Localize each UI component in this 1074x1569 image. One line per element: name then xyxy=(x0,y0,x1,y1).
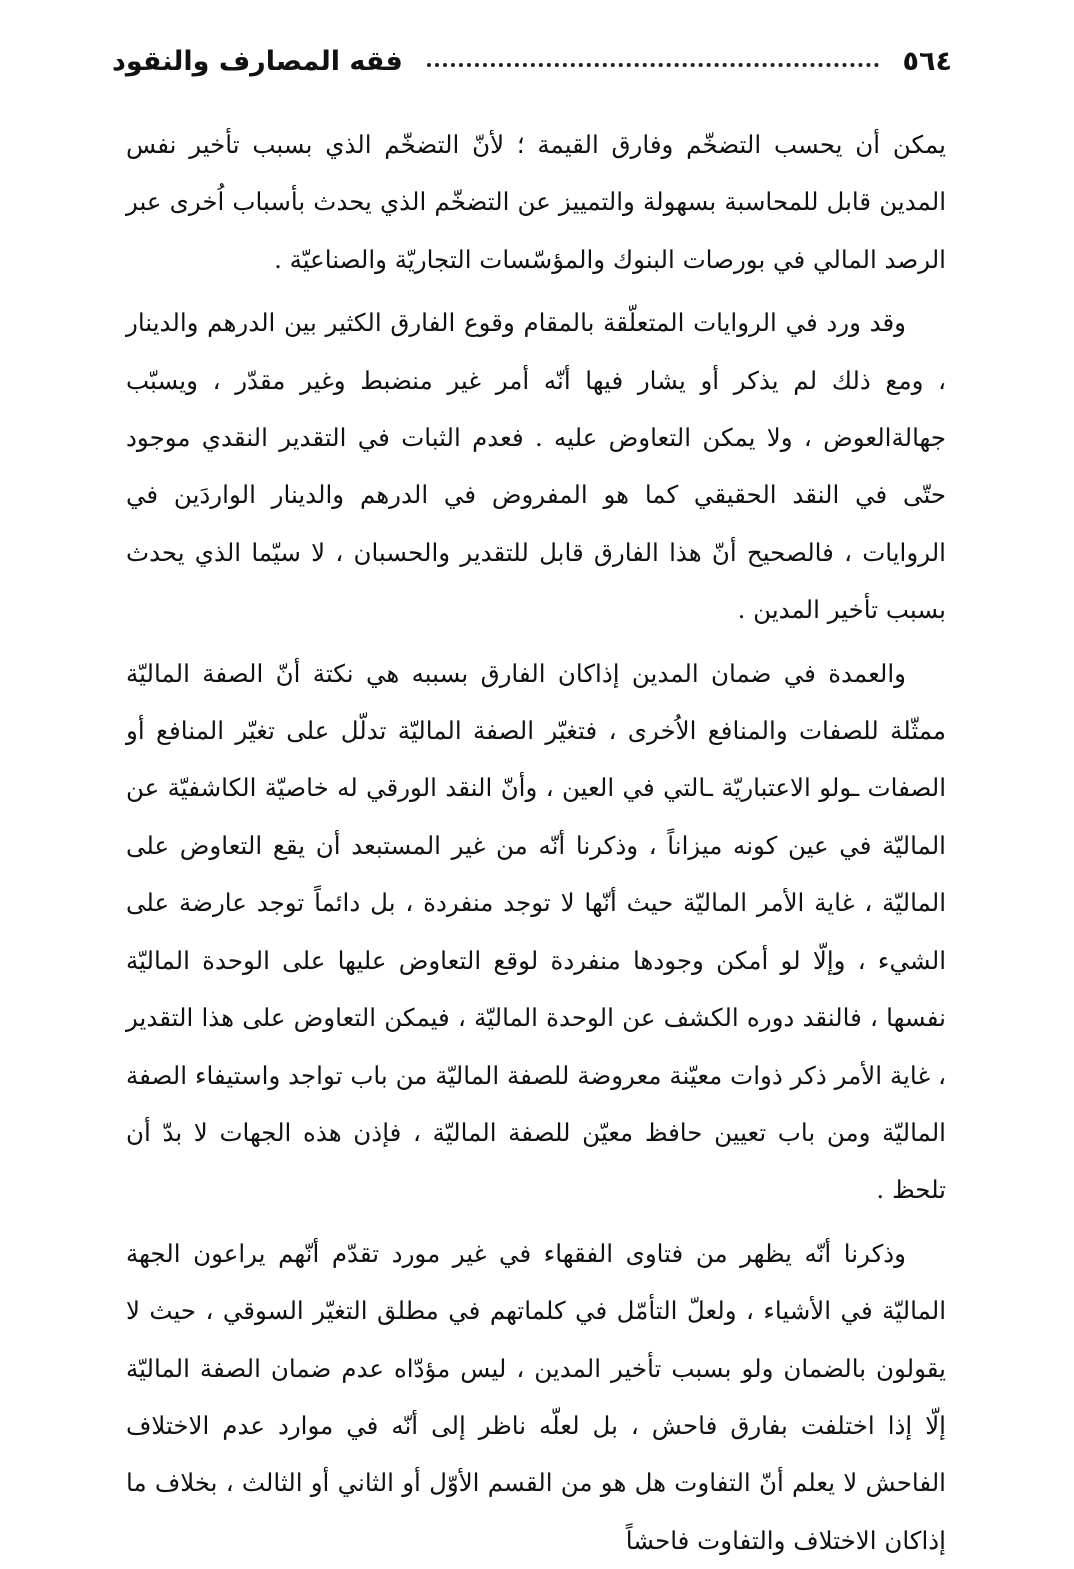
page-body xyxy=(126,116,946,1569)
paragraph-4: وذكرنا أنّه يظهر من فتاوى الفقهاء في غير مورد تقدّم أنّهم يراعون الجهة الماليّة في الأشياء ، ولعلّ التأمّل في كلماتهم في مطلق التغيّر السوقي ، حيث لا يقولون بالضمان ولو بسبب تأخير المدين ، ليس مؤدّاه عدم ضمان الصفة الماليّة إلّا إذا اختلفت بفارق فاحش ، بل لعلّه ناظر إلى أنّه في موارد عدم الاختلاف الفاحش لا يعلم أنّ التفاوت هل هو من القسم الأوّل أو الثاني أو الثالث ، بخلاف ما إذاكان الاختلاف والتفاوت فاحشاً xyxy=(126,1238,946,1555)
paragraph-3: والعمدة في ضمان المدين إذاكان الفارق بسببه هي نكتة أنّ الصفة الماليّة ممثّلة للصفات والمنافع الاُخرى ، فتغيّر الصفة الماليّة تدلّل على تغيّر المنافع أو الصفات ـولو الاعتباريّة ـالتي في العين ، وأنّ النقد الورقي له خاصيّة الكاشفيّة عن الماليّة في عين كونه ميزاناً ، وذكرنا أنّه من غير المستبعد أن يقع التعاوض على الماليّة ، غاية الأمر الماليّة حيث أنّها لا توجد منفردة ، بل دائماً توجد عارضة على الشيء ، وإلّا لو أمكن وجودها منفردة لوقع التعاوض عليها على الوحدة الماليّة نفسها ، فالنقد دوره الكشف عن الوحدة الماليّة ، فيمكن التعاوض على هذا التقدير ، غاية الأمر ذكر ذوات معيّنة معروضة للصفة الماليّة من باب تواجد واستيفاء الصفة الماليّة ومن باب تعيين حافظ معيّن للصفة الماليّة ، فإذن هذه الجهات لا بدّ أن تلحظ . xyxy=(126,658,946,1205)
page-number: ٥٦٤ xyxy=(902,45,952,77)
dotted-leader xyxy=(427,63,879,67)
running-header xyxy=(112,36,952,86)
paragraph-1: يمكن أن يحسب التضخّم وفارق القيمة ؛ لأنّ التضخّم الذي بسبب تأخير نفس المدين قابل للمحاسبة بسهولة والتمييز عن التضخّم الذي يحدث بأسباب اُخرى عبر الرصد المالي في بورصات البنوك والمؤسّسات التجاريّة والصناعيّة . xyxy=(126,130,946,274)
running-title: فقه المصارف والنقود xyxy=(112,45,403,77)
paragraph-2: وقد ورد في الروايات المتعلّقة بالمقام وقوع الفارق الكثير بين الدرهم والدينار ، ومع ذلك لم يذكر أو يشار فيها أنّه أمر غير منضبط وغير مقدّر ، ويسبّب جهالةالعوض ، ولا يمكن التعاوض عليه . فعدم الثبات في التقدير النقدي موجود حتّى في النقد الحقيقي كما هو المفروض في الدرهم والدينار الواردَين في الروايات ، فالصحيح أنّ هذا الفارق قابل للتقدير والحسبان ، لا سيّما الذي يحدث بسبب تأخير المدين . xyxy=(126,308,946,625)
